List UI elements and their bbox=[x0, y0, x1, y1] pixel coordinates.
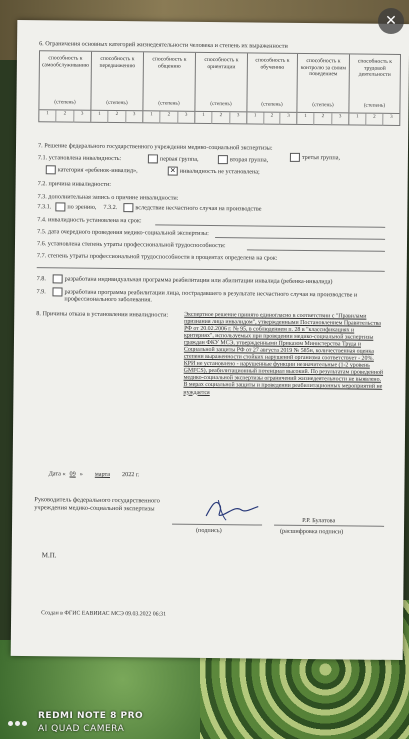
table-column bbox=[297, 54, 350, 125]
date-suffix: » bbox=[79, 470, 83, 478]
table-column bbox=[39, 51, 92, 122]
degree-cell: 1 bbox=[247, 112, 264, 124]
table-column bbox=[143, 52, 196, 123]
degree-cell: 2 bbox=[57, 110, 74, 122]
column-header: способность к ориентации bbox=[204, 56, 239, 70]
fill-line bbox=[215, 237, 385, 240]
degree-cell: 1 bbox=[143, 111, 160, 123]
date-line bbox=[49, 462, 140, 481]
table-column bbox=[91, 52, 144, 123]
group1-label: первая группа, bbox=[159, 155, 199, 163]
item-7-1: 7.1. установлена инвалидность: bbox=[37, 154, 122, 163]
not-established-label: инвалидность не установлена; bbox=[179, 167, 260, 176]
degree-cell: 1 bbox=[195, 112, 212, 124]
degree-cell: 1 bbox=[349, 113, 366, 125]
checkbox-prp bbox=[52, 287, 62, 296]
name-line bbox=[274, 525, 384, 527]
degree-cell: 3 bbox=[184, 112, 188, 118]
name-caption: (расшифровка подписи) bbox=[279, 527, 344, 536]
date-day: 09 bbox=[69, 470, 76, 478]
watermark-dots bbox=[8, 713, 29, 731]
column-sub: (степень) bbox=[54, 99, 76, 106]
column-header: способность к передвижению bbox=[99, 55, 136, 69]
stamp-placeholder: М.П. bbox=[41, 551, 57, 560]
item-7-9-num: 7.9. bbox=[36, 288, 46, 296]
fill-line bbox=[155, 224, 385, 227]
degree-cell: 2 bbox=[161, 111, 178, 123]
group3-label: третья группа, bbox=[301, 153, 341, 162]
document-page bbox=[11, 20, 409, 660]
checkbox-not-established: ✕ bbox=[168, 167, 178, 176]
table-column bbox=[247, 53, 298, 124]
category-child-label: категория «ребенок-инвалид», bbox=[57, 166, 138, 175]
degree-cell: 3 bbox=[390, 114, 393, 120]
column-sub: (степень) bbox=[158, 100, 180, 107]
item-7-3: 7.3. дополнительная запись о причине инвалидности: bbox=[37, 193, 179, 202]
group2-label: вторая группа, bbox=[229, 156, 269, 164]
fill-line bbox=[247, 249, 385, 251]
degree-cell: 1 bbox=[297, 113, 314, 125]
column-sub: (степень) bbox=[261, 101, 283, 108]
item-7-5: 7.5. дата очередного проведения медико-социальной экспертизы: bbox=[37, 228, 209, 237]
checkbox-group3 bbox=[290, 153, 300, 162]
injury-label: вследствие несчастного случая на производстве bbox=[135, 204, 262, 213]
column-sub: (степень) bbox=[363, 102, 386, 109]
checkbox-group1 bbox=[148, 154, 158, 163]
degree-cell: 2 bbox=[315, 113, 332, 125]
column-sub: (степень) bbox=[210, 100, 232, 108]
checkbox-injury bbox=[123, 203, 133, 212]
fill-line bbox=[37, 267, 385, 272]
column-header: способность к обучению bbox=[255, 57, 290, 71]
degree-cell: 2 bbox=[213, 112, 230, 124]
signature-scribble bbox=[202, 494, 262, 525]
degree-cell: 2 bbox=[366, 114, 383, 126]
signer-name: Р.Р. Булатова bbox=[302, 516, 336, 525]
date-year: 2022 г. bbox=[121, 471, 140, 479]
signature-line bbox=[172, 524, 262, 526]
table-column bbox=[349, 54, 400, 125]
item-7-7: 7.7. степень утраты профессиональной трудоспособности в процентах определена на срок: bbox=[36, 252, 278, 262]
column-sub: (степень) bbox=[106, 99, 128, 107]
head-title: Руководитель федерального государственного учреждения медико-социальной экспертизы bbox=[34, 496, 160, 513]
degree-cell: 1 bbox=[91, 111, 108, 123]
close-icon[interactable]: ✕ bbox=[378, 8, 404, 34]
degree-cell: 3 bbox=[80, 111, 84, 117]
column-header: способность к трудовой деятельности bbox=[357, 58, 392, 78]
section8-heading: 8. Причины отказа в установлении инвалидности: bbox=[36, 310, 169, 319]
checkbox-child bbox=[46, 165, 56, 174]
table-column bbox=[195, 53, 248, 124]
refusal-reason-text: Экспертное решение принято единогласно в соответствии с "Правилами признания лица инвалидом", утвержденными Постановлением Правительства РФ от 20.02.2006 г. № 95, в соблюдением п. 28 в "классификациях и критериях", используемых при проведении медико-социальной экспертизы граждан ФКУ МСЭ, утвержденными Приказом Министерства Труда и Социальной защиты РФ от 27 августа 2019 № 585н, количественная оценка степени выраженности стойких нарушений организма соответствует - 20%. КРИ не установлено - нарушенные функции незначительные (1-2 уровень GMFCS), реабилитационный потенциал высокий. По результатам проведенной медико-социальной экспертизы ограничений жизнедеятельности не выявлено. В мерах социальной защиты и проведении реабилитационных мероприятий не нуждается bbox=[183, 311, 384, 396]
watermark-line1: REDMI NOTE 8 PRO bbox=[38, 711, 144, 721]
watermark-line2: AI QUAD CAMERA bbox=[38, 724, 125, 734]
checkbox-vision bbox=[55, 202, 65, 211]
column-header: способность к контролю за своим поведением bbox=[300, 57, 346, 78]
section7-heading: 7. Решение федерального государственного учреждения медико-социальной экспертизы: bbox=[37, 142, 273, 152]
degree-cell: 3 bbox=[236, 113, 240, 119]
degree-cell: 3 bbox=[338, 114, 342, 120]
date-prefix: Дата « bbox=[48, 470, 66, 478]
checkbox-group2 bbox=[218, 155, 228, 164]
checkbox-ipr bbox=[53, 274, 63, 283]
degree-cell: 2 bbox=[264, 113, 281, 125]
degree-cell: 3 bbox=[132, 112, 136, 118]
item-7-2: 7.2. причина инвалидности: bbox=[37, 180, 112, 188]
item-7-9: разработана программа реабилитации лица, пострадавшего в результате несчастного случая на производстве и профессионального заболевания. bbox=[64, 288, 358, 304]
item-7-4: 7.4. инвалидность установлена на срок: bbox=[37, 216, 142, 225]
date-month: марта bbox=[94, 470, 111, 478]
column-header: способность к самообслуживанию bbox=[41, 55, 89, 69]
degree-cell: 1 bbox=[39, 110, 56, 122]
item-7-8: разработана индивидуальная программа реабилитации или абилитации инвалида (ребенка-инвалида) bbox=[64, 275, 333, 286]
degree-cell: 3 bbox=[287, 113, 290, 119]
item-7-8-num: 7.8. bbox=[36, 275, 46, 283]
column-sub: (степень) bbox=[312, 102, 334, 109]
vision-label: по зрению, bbox=[67, 203, 97, 211]
section6-heading: 6. Ограничения основных категорий жизнедеятельности человека и степень их выраженности bbox=[39, 40, 288, 50]
degree-cell: 2 bbox=[109, 111, 126, 123]
item-7-3-2: 7.3.2. bbox=[103, 203, 118, 212]
column-header: способность к общению bbox=[152, 56, 187, 70]
signature-caption: (подпись) bbox=[195, 526, 222, 535]
item-7-6: 7.6. установлена степень утраты профессиональной трудоспособности: bbox=[36, 240, 226, 250]
footer-created: Создан в ФГИС ЕАВИИАС МСЭ 09.03.2022 06:31 bbox=[41, 610, 167, 618]
item-7-3-1: 7.3.1. bbox=[37, 203, 52, 211]
limitations-table bbox=[38, 50, 401, 126]
